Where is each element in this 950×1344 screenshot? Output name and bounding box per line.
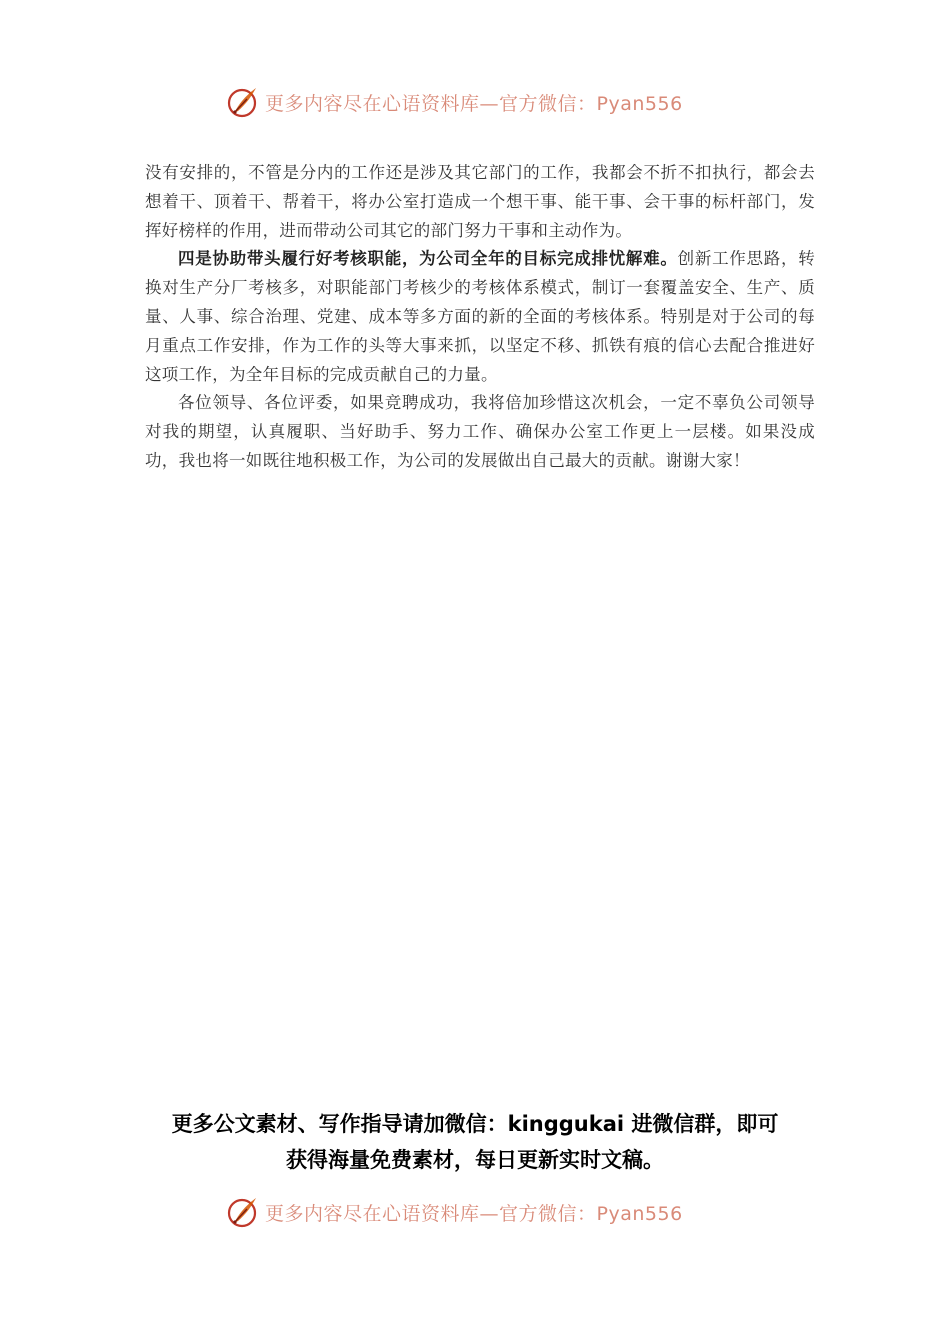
footer-wechat-id: Pyan556 (596, 1202, 683, 1225)
paragraph-2-heading: 四是协助带头履行好考核职能，为公司全年的目标完成排忧解难。 (178, 249, 678, 269)
header-wechat-id: Pyan556 (596, 92, 683, 115)
paragraph-2-text: 创新工作思路，转换对生产分厂考核多，对职能部门考核少的考核体系模式，制订一套覆盖安全、生产、质量、人事、综合治理、党建、成本等多方面的新的全面的考核体系。特别是对于公司的每月重点工作安排，作为工作的头等大事来抓，以坚定不移、抓铁有痕的信心去配合推进好这项工作，为全年目标的完成贡献自己的力量。 (145, 249, 816, 384)
header-banner (225, 82, 683, 122)
promo-line-2: 获得海量免费素材，每日更新实时文稿。 (286, 1148, 664, 1172)
header-site-text (265, 89, 683, 116)
footer-site-text (265, 1199, 683, 1226)
document-body (145, 159, 815, 476)
feather-pen-logo-icon (225, 84, 261, 120)
promo-line-1: 更多公文素材、写作指导请加微信：kinggukai 进微信群，即可 (171, 1112, 779, 1136)
promo-block (100, 1106, 850, 1178)
footer-site-label: 更多内容尽在心语资料库—官方微信： (265, 1202, 597, 1225)
paragraph-3: 各位领导、各位评委，如果竞聘成功，我将倍加珍惜这次机会，一定不辜负公司领导对我的期望，认真履职、当好助手、努力工作、确保办公室工作更上一层楼。如果没成功，我也将一如既往地积极工作，为公司的发展做出自己最大的贡献。谢谢大家！ (145, 393, 815, 470)
feather-pen-logo-icon (225, 1194, 261, 1230)
footer-banner (225, 1192, 683, 1232)
paragraph-2 (145, 245, 815, 389)
header-site-label: 更多内容尽在心语资料库—官方微信： (265, 92, 597, 115)
paragraph-1: 没有安排的，不管是分内的工作还是涉及其它部门的工作，我都会不折不扣执行，都会去想着干、顶着干、帮着干，将办公室打造成一个想干事、能干事、会干事的标杆部门，发挥好榜样的作用，进而带动公司其它的部门努力干事和主动作为。 (145, 163, 815, 240)
